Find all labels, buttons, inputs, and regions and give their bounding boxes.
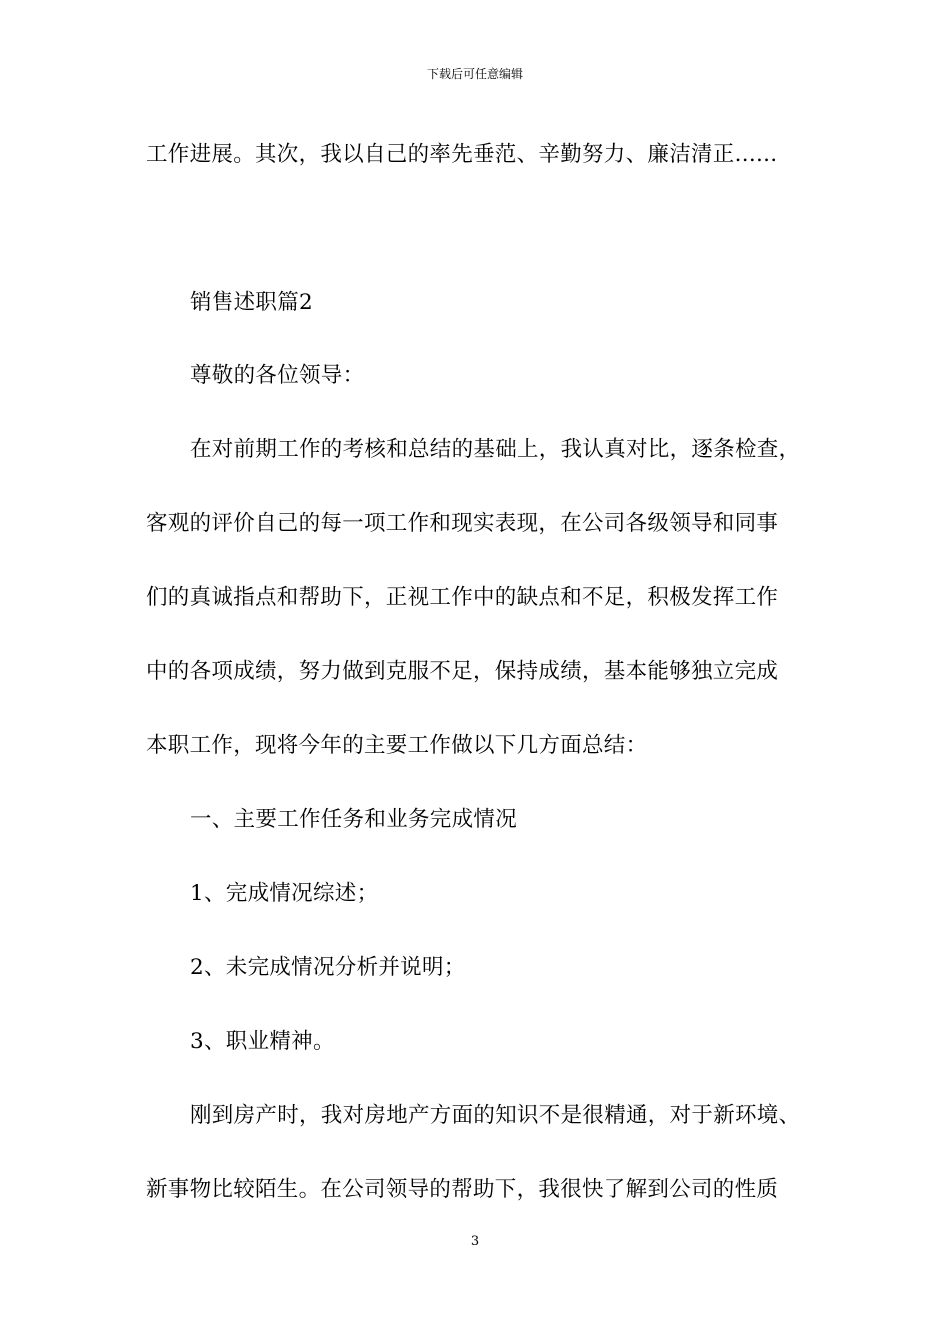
page-header: 下载后可任意编辑 — [426, 67, 523, 81]
paragraph-line: 工作进展。其次，我以自己的率先垂范、辛勤努力、廉洁清正...... — [146, 142, 778, 167]
paragraph-line: 新事物比较陌生。在公司领导的帮助下，我很快了解到公司的性质 — [146, 1177, 779, 1202]
heading-main-tasks: 一、主要工作任务和业务完成情况 — [190, 807, 518, 832]
paragraph-line: 客观的评价自己的每一项工作和现实表现，在公司各级领导和同事 — [146, 511, 779, 536]
paragraph-line: 们的真诚指点和帮助下，正视工作中的缺点和不足，积极发挥工作 — [146, 585, 779, 610]
paragraph-line: 刚到房产时，我对房地产方面的知识不是很精通，对于新环境、 — [190, 1103, 801, 1128]
paragraph-line: 本职工作，现将今年的主要工作做以下几方面总结： — [146, 733, 648, 758]
section-title: 销售述职篇2 — [190, 290, 313, 315]
paragraph-line: 中的各项成绩，努力做到克服不足，保持成绩，基本能够独立完成 — [146, 659, 779, 684]
paragraph-line: 在对前期工作的考核和总结的基础上，我认真对比，逐条检查， — [190, 437, 801, 462]
list-item: 1、完成情况综述； — [190, 881, 379, 906]
list-item: 2、未完成情况分析并说明； — [190, 955, 466, 980]
page-number: 3 — [470, 1234, 480, 1249]
salutation: 尊敬的各位领导： — [190, 363, 365, 388]
list-item: 3、职业精神。 — [190, 1029, 335, 1054]
